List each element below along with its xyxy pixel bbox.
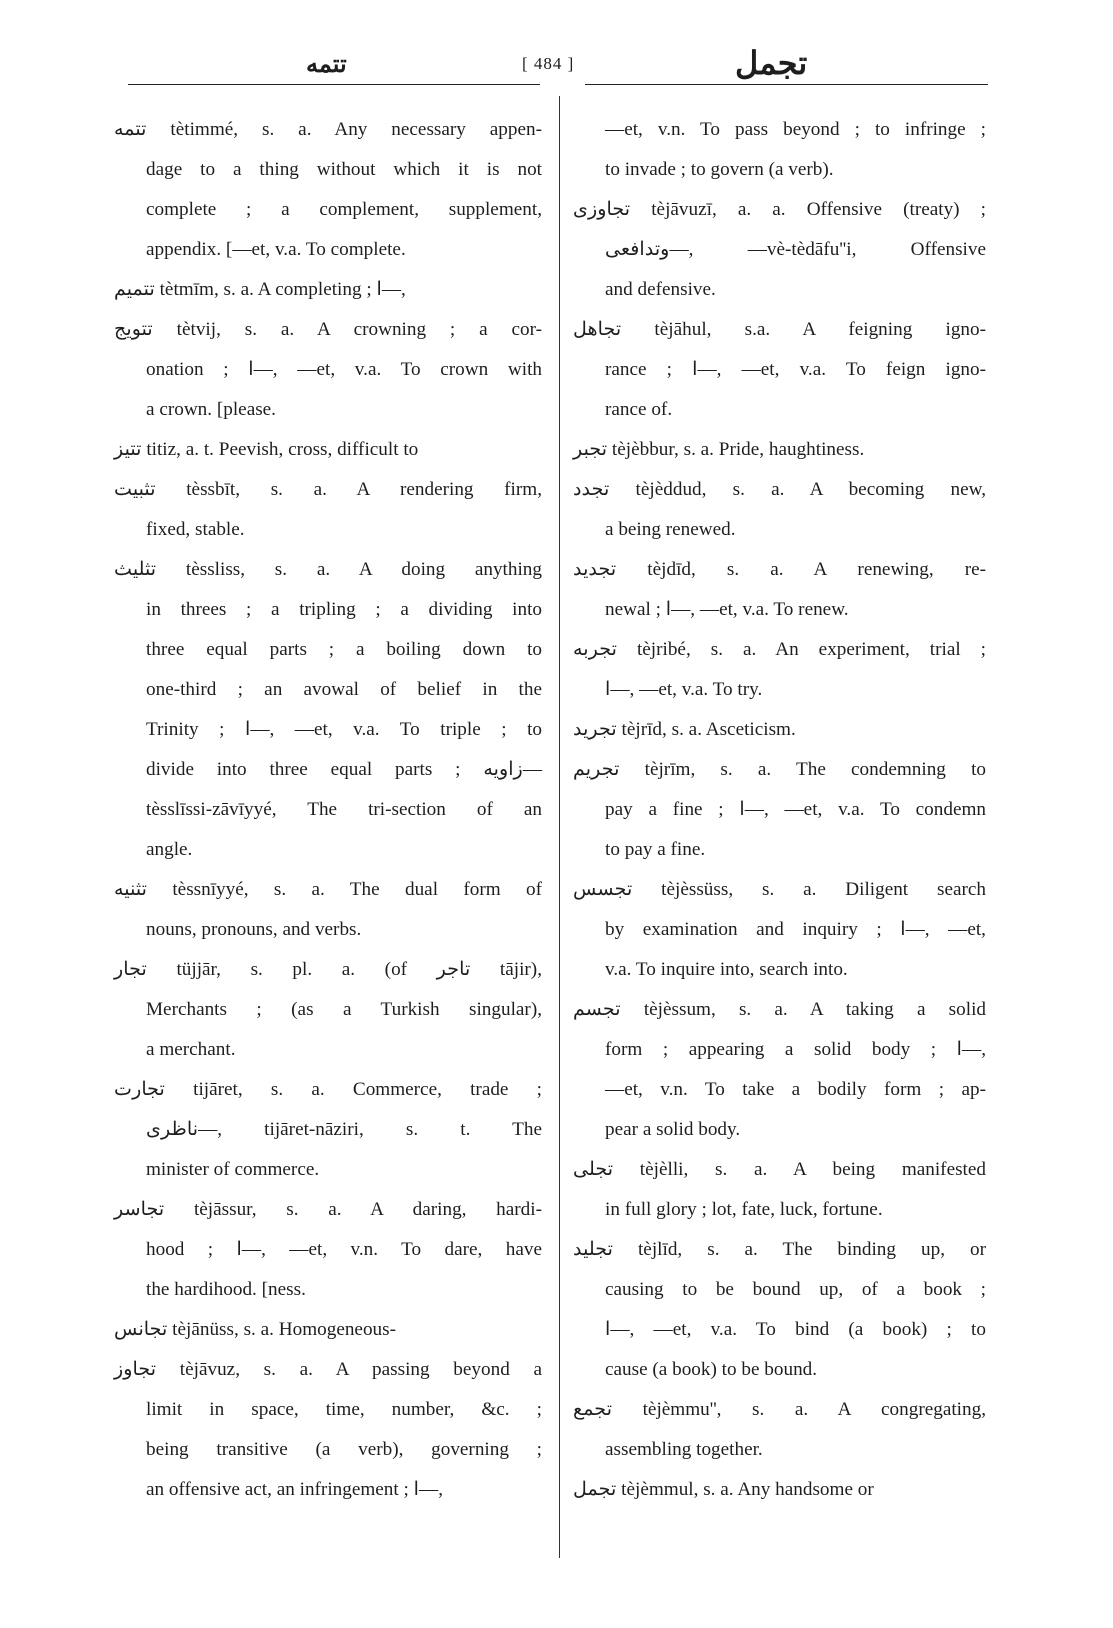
entry-line: تجمع tèjèmmu'', s. a. A congregating, bbox=[573, 1399, 986, 1420]
entry-line: to pay a fine. bbox=[605, 839, 706, 860]
entry-line: تثبيت tèssbīt, s. a. A rendering firm, bbox=[114, 479, 542, 500]
entry-line: limit in space, time, number, &c. ; bbox=[146, 1399, 542, 1420]
entry-line: angle. bbox=[146, 839, 193, 860]
entry-line: being transitive (a verb), governing ; bbox=[146, 1439, 542, 1460]
dictionary-entry bbox=[573, 870, 986, 990]
entry-line: تجاوزى tèjāvuzī, a. a. Offensive (treaty) ; bbox=[573, 199, 986, 220]
entry-line: تجبر tèjèbbur, s. a. Pride, haughtiness. bbox=[573, 439, 865, 460]
entry-line: onation ; ا—, —et, v.a. To crown with bbox=[146, 359, 542, 380]
dictionary-entry bbox=[114, 1190, 542, 1310]
entry-line: Trinity ; ا—, —et, v.a. To triple ; to bbox=[146, 719, 542, 740]
dictionary-entry bbox=[573, 190, 986, 310]
dictionary-entry bbox=[114, 1070, 542, 1190]
entry-line: ا—, —et, v.a. To bind (a book) ; to bbox=[605, 1319, 986, 1340]
entry-line: تتمه tètimmé, s. a. Any necessary appen- bbox=[114, 119, 542, 140]
dictionary-entry bbox=[573, 470, 986, 550]
entry-line: تجاسر tèjāssur, s. a. A daring, hardi- bbox=[114, 1199, 542, 1220]
entry-line: pay a fine ; ا—, —et, v.a. To condemn bbox=[605, 799, 986, 820]
entry-line: ا—, —et, v.a. To try. bbox=[605, 679, 763, 700]
entry-line: three equal parts ; a boiling down to bbox=[146, 639, 542, 660]
entry-line: pear a solid body. bbox=[605, 1119, 741, 1140]
entry-line: an offensive act, an infringement ; ا—, bbox=[146, 1479, 443, 1500]
entry-line: تجانس tèjānüss, s. a. Homogeneous- bbox=[114, 1319, 396, 1340]
dictionary-entry bbox=[114, 1350, 542, 1510]
header-rule-right bbox=[585, 84, 988, 85]
entry-line: hood ; ا—, —et, v.n. To dare, have bbox=[146, 1239, 542, 1260]
entry-line: —et, v.n. To take a bodily form ; ap- bbox=[605, 1079, 986, 1100]
entry-line: complete ; a complement, supplement, bbox=[146, 199, 542, 220]
entry-line: appendix. [—et, v.a. To complete. bbox=[146, 239, 406, 260]
entry-line: Merchants ; (as a Turkish singular), bbox=[146, 999, 542, 1020]
entry-line: in full glory ; lot, fate, luck, fortune. bbox=[605, 1199, 883, 1220]
dictionary-entry bbox=[114, 870, 542, 950]
dictionary-entry bbox=[114, 430, 542, 470]
dictionary-entry bbox=[114, 550, 542, 870]
entry-line: وتدافعى—, —vè-tèdāfu''i, Offensive bbox=[605, 239, 986, 260]
entry-line: fixed, stable. bbox=[146, 519, 245, 540]
entry-line: a crown. [please. bbox=[146, 399, 276, 420]
entry-line: v.a. To inquire into, search into. bbox=[605, 959, 848, 980]
entry-line: —et, v.n. To pass beyond ; to infringe ; bbox=[605, 119, 986, 140]
entry-line: تجربه tèjribé, s. a. An experiment, trial ; bbox=[573, 639, 986, 660]
header-rule-left bbox=[128, 84, 540, 85]
entry-line: rance of. bbox=[605, 399, 673, 420]
entry-line: تتيز titiz, a. t. Peevish, cross, difficult to bbox=[114, 439, 419, 460]
dictionary-entry bbox=[114, 1310, 542, 1350]
dictionary-entry bbox=[114, 110, 542, 270]
dictionary-entry bbox=[573, 750, 986, 870]
dictionary-entry bbox=[573, 110, 986, 190]
page-header bbox=[0, 46, 1113, 86]
dictionary-entry bbox=[573, 1470, 986, 1510]
entry-line: تجار tüjjār, s. pl. a. (of تاجر tājir), bbox=[114, 959, 542, 980]
entry-line: divide into three equal parts ; زاويه— bbox=[146, 759, 542, 780]
entry-line: تجدد tèjèddud, s. a. A becoming new, bbox=[573, 479, 986, 500]
entry-line: assembling together. bbox=[605, 1439, 763, 1460]
entry-line: تجارت tijāret, s. a. Commerce, trade ; bbox=[114, 1079, 542, 1100]
entry-line: تجلى tèjèlli, s. a. A being manifested bbox=[573, 1159, 986, 1180]
entry-line: تثليث tèssliss, s. a. A doing anything bbox=[114, 559, 542, 580]
entry-line: rance ; ا—, —et, v.a. To feign igno- bbox=[605, 359, 986, 380]
entry-line: tèsslīssi-zāvīyyé, The tri-section of an bbox=[146, 799, 542, 820]
entry-line: newal ; ا—, —et, v.a. To renew. bbox=[605, 599, 849, 620]
dictionary-entry bbox=[573, 990, 986, 1150]
dictionary-entry bbox=[573, 1390, 986, 1470]
entry-line: تجليد tèjlīd, s. a. The binding up, or bbox=[573, 1239, 986, 1260]
dictionary-entry bbox=[573, 1230, 986, 1390]
entry-line: dage to a thing without which it is not bbox=[146, 159, 542, 180]
right-running-headword: تجمل bbox=[735, 45, 808, 81]
entry-line: by examination and inquiry ; ا—, —et, bbox=[605, 919, 986, 940]
column-divider bbox=[559, 96, 560, 1558]
entry-line: تجريد tèjrīd, s. a. Asceticism. bbox=[573, 719, 796, 740]
entry-line: تثنيه tèssnīyyé, s. a. The dual form of bbox=[114, 879, 542, 900]
dictionary-entry bbox=[573, 1150, 986, 1230]
entry-line: تجمل tèjèmmul, s. a. Any handsome or bbox=[573, 1479, 874, 1500]
dictionary-entry bbox=[573, 630, 986, 710]
entry-line: تجديد tèjdīd, s. a. A renewing, re- bbox=[573, 559, 986, 580]
dictionary-entry bbox=[114, 310, 542, 430]
left-running-headword: تتمه bbox=[306, 52, 347, 78]
entry-line: تتويج tètvij, s. a. A crowning ; a cor- bbox=[114, 319, 542, 340]
entry-line: to invade ; to govern (a verb). bbox=[605, 159, 834, 180]
dictionary-entry bbox=[114, 950, 542, 1070]
entry-line: a merchant. bbox=[146, 1039, 236, 1060]
dictionary-entry bbox=[573, 430, 986, 470]
entry-line: تتميم tètmīm, s. a. A completing ; ا—, bbox=[114, 279, 406, 300]
dictionary-entry bbox=[573, 550, 986, 630]
entry-line: تجاهل tèjāhul, s.a. A feigning igno- bbox=[573, 319, 986, 340]
page-number: [ 484 ] bbox=[522, 54, 575, 73]
entry-line: causing to be bound up, of a book ; bbox=[605, 1279, 986, 1300]
entry-line: cause (a book) to be bound. bbox=[605, 1359, 818, 1380]
entry-line: تجسس tèjèssüss, s. a. Diligent search bbox=[573, 879, 986, 900]
entry-line: in threes ; a tripling ; a dividing into bbox=[146, 599, 542, 620]
entry-line: تجاوز tèjāvuz, s. a. A passing beyond a bbox=[114, 1359, 542, 1380]
entry-line: ناظرى—, tijāret-nāziri, s. t. The bbox=[146, 1119, 542, 1140]
right-column bbox=[573, 110, 986, 1510]
left-column bbox=[114, 110, 542, 1510]
entry-line: the hardihood. [ness. bbox=[146, 1279, 306, 1300]
dictionary-entry bbox=[114, 270, 542, 310]
entry-line: form ; appearing a solid body ; ا—, bbox=[605, 1039, 986, 1060]
dictionary-entry bbox=[114, 470, 542, 550]
entry-line: a being renewed. bbox=[605, 519, 736, 540]
entry-line: nouns, pronouns, and verbs. bbox=[146, 919, 362, 940]
entry-line: one-third ; an avowal of belief in the bbox=[146, 679, 542, 700]
entry-line: and defensive. bbox=[605, 279, 716, 300]
entry-line: minister of commerce. bbox=[146, 1159, 320, 1180]
entry-line: تجسم tèjèssum, s. a. A taking a solid bbox=[573, 999, 986, 1020]
dictionary-entry bbox=[573, 710, 986, 750]
entry-line: تجريم tèjrīm, s. a. The condemning to bbox=[573, 759, 986, 780]
dictionary-entry bbox=[573, 310, 986, 430]
